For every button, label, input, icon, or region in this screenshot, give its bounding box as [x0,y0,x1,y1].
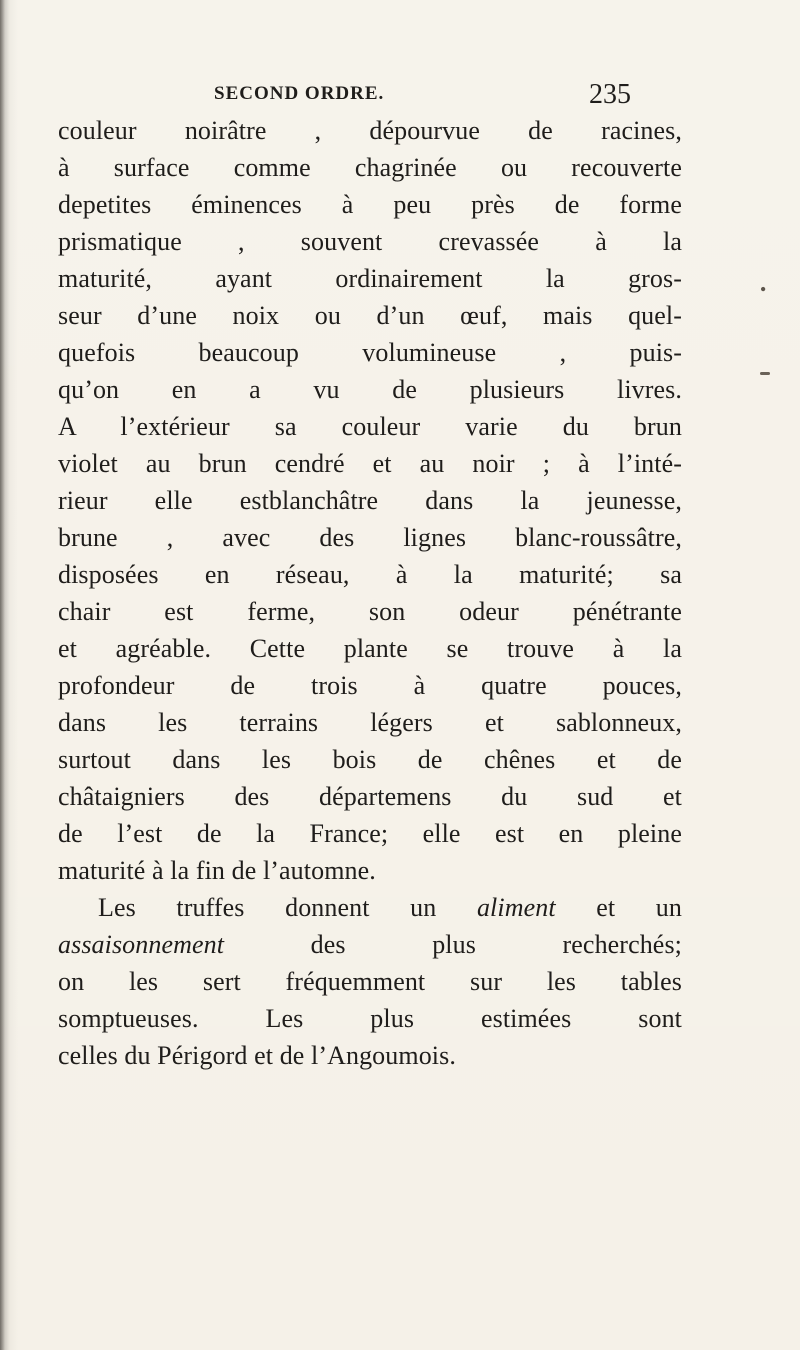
paragraph-two-line-1 [58,889,682,926]
running-title: SECOND ORDRE. [214,83,385,104]
margin-mark-dot: • [757,278,769,300]
paragraph-two-line-3: on les sert fréquemment sur les tables [58,967,682,996]
text-line: rieur elle estblanchâtre dans la jeunesse, [58,486,682,515]
text-line: dans les terrains légers et sablonneux, [58,708,682,737]
text-line: disposées en réseau, à la maturité; sa [58,560,682,589]
text-line: surtout dans les bois de chênes et de [58,745,682,774]
text-line: à surface comme chagrinée ou recouverte [58,153,682,182]
text-line: chair est ferme, son odeur pénétrante [58,597,682,626]
page-number: 235 [589,79,631,110]
page-header [0,79,800,111]
paragraph-two-line-4: somptueuses. Les plus estimées sont [58,1004,682,1033]
text-line: A l’extérieur sa couleur varie du brun [58,412,682,441]
text-line: de l’est de la France; elle est en pleine [58,819,682,848]
text-line: quefois beaucoup volumineuse , puis- [58,338,682,367]
text-line: qu’on en a vu de plusieurs livres. [58,375,682,404]
text-line-end-paragraph: maturité à la fin de l’automne. [58,856,376,885]
paragraph-two-line-2-suffix: des plus recherchés; [224,930,682,959]
margin-mark-dash [760,372,770,375]
text-line: châtaigniers des départemens du sud et [58,782,682,811]
text-line: seur d’une noix ou d’un œuf, mais quel- [58,301,682,330]
page-binding-shadow [0,0,10,1350]
paragraph-two-line-2 [58,926,682,963]
text-line: violet au brun cendré et au noir ; à l’inté- [58,449,682,478]
body-text [58,112,682,1074]
italic-aliment: aliment [476,893,556,922]
text-line: et agréable. Cette plante se trouve à la [58,634,682,663]
text-line: depetites éminences à peu près de forme [58,190,682,219]
paragraph-two-line-1-prefix: Les truffes donnent un [98,893,477,922]
text-line: profondeur de trois à quatre pouces, [58,671,682,700]
text-line: maturité, ayant ordinairement la gros- [58,264,682,293]
italic-assaisonnement: assaisonnement [58,930,225,959]
text-line: prismatique , souvent crevassée à la [58,227,682,256]
text-line: couleur noirâtre , dépourvue de racines, [58,116,682,145]
text-line: brune , avec des lignes blanc-roussâtre, [58,523,682,552]
paragraph-two-line-1-suffix: et un [555,893,682,922]
paragraph-two-line-5: celles du Périgord et de l’Angoumois. [58,1041,456,1070]
